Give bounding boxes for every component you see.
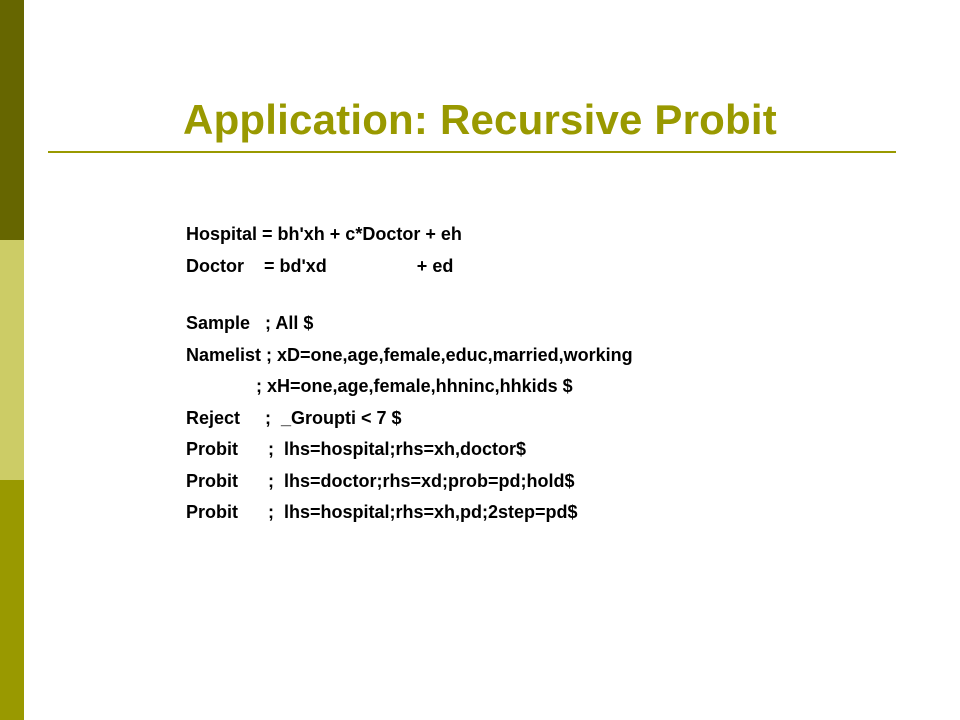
command-line-probit-3: Probit ; lhs=hospital;rhs=xh,pd;2step=pd$: [186, 502, 578, 522]
slide-content: [186, 219, 633, 529]
model-equation-doctor: Doctor = bdʹxd + ed: [186, 255, 454, 276]
content-spacer: [186, 282, 633, 308]
command-line-probit-2: Probit ; lhs=doctor;rhs=xd;prob=pd;hold$: [186, 470, 575, 491]
command-line-sample: Sample ; All $: [186, 313, 314, 333]
slide-title: Application: Recursive Probit: [183, 96, 777, 143]
model-equation-hospital: Hospital = bhʹxh + c*Doctor + eh: [186, 224, 462, 244]
sidebar-segment-bottom: [0, 480, 24, 720]
command-line-probit-1: Probit ; lhs=hospital;rhs=xh,doctor$: [186, 439, 527, 459]
command-line-namelist-xh: ; xH=one,age,female,hhninc,hhkids $: [186, 376, 573, 396]
sidebar-segment-middle: [0, 240, 24, 480]
command-line-reject: Reject ; _Groupti < 7 $: [186, 407, 402, 428]
command-line-namelist-xd: Namelist ; xD=one,age,female,educ,married,working: [186, 344, 633, 365]
title-underline-rule: [48, 151, 896, 153]
